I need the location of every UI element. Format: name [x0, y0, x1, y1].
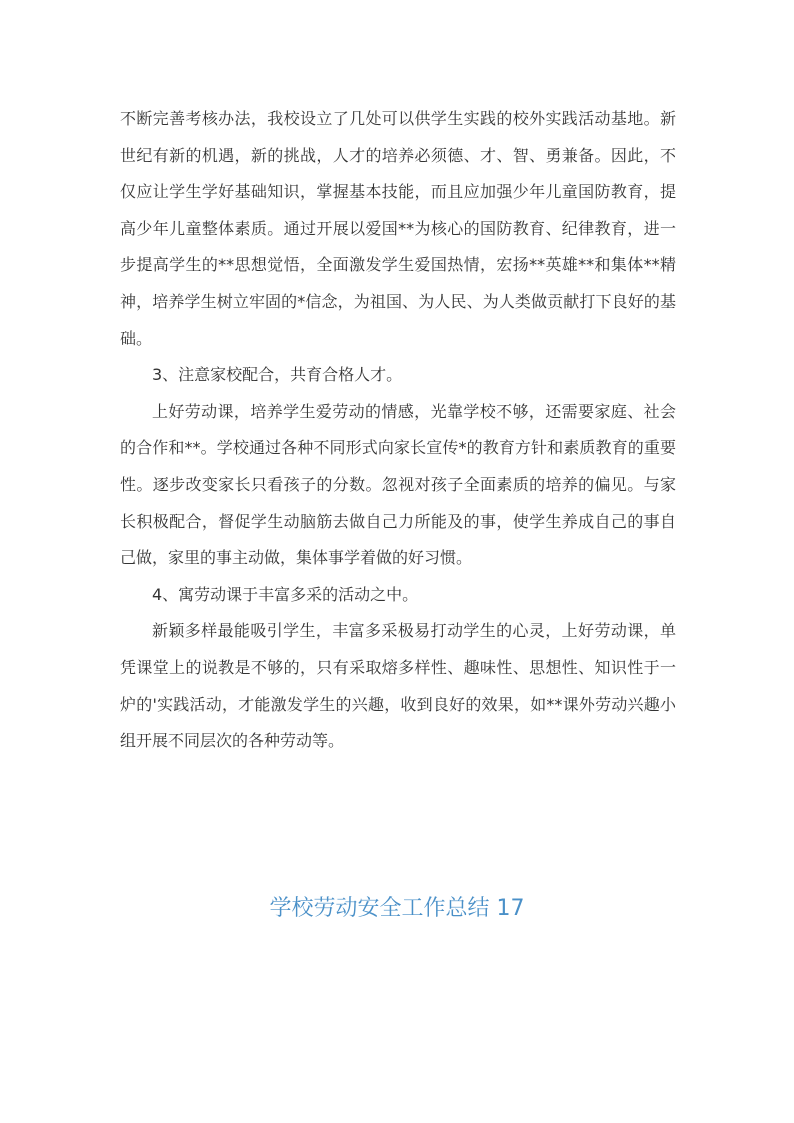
paragraph-item-3-title: 3、注意家校配合，共育合格人才。: [152, 365, 403, 385]
document-body: [120, 101, 676, 760]
paragraph-item-4-title: 4、寓劳动课于丰富多采的活动之中。: [152, 584, 419, 604]
paragraph-home-school: 上好劳动课，培养学生爱劳动的情感，光靠学校不够，还需要家庭、社会的合作和**。学校通过各种不同形式向家长宣传*的教育方针和素质教育的重要性。逐步改变家长只看孩子的分数。忽视对孩子全面素质的培养的偏见。与家长积极配合，督促学生动脑筋去做自己力所能及的事，使学生养成自己的事自己做，家里的事主动做，集体事学着做的好习惯。: [120, 401, 676, 568]
paragraph-activities: 新颖多样最能吸引学生，丰富多采极易打动学生的心灵，上好劳动课，单凭课堂上的说教是不够的，只有采取熔多样性、趣味性、思想性、知识性于一炉的'实践活动，才能激发学生的兴趣，收到良好的效果，如**课外劳动兴趣小组开展不同层次的各种劳动等。: [120, 621, 676, 751]
paragraph-base-construction: 不断完善考核办法，我校设立了几处可以供学生实践的校外实践活动基地。新世纪有新的机遇，新的挑战，人才的培养必须德、才、智、勇兼备。因此，不仅应让学生学好基础知识，掌握基本技能，而且应加强少年儿童国防教育，提高少年儿童整体素质。通过开展以爱国**为核心的国防教育、纪律教育，进一步提高学生的**思想觉悟，全面激发学生爱国热情，宏扬**英雄**和集体**精神，培养学生树立牢固的*信念，为祖国、为人民、为人类做贡献打下良好的基础。: [120, 109, 676, 348]
section-heading: 学校劳动安全工作总结 17: [269, 896, 525, 921]
